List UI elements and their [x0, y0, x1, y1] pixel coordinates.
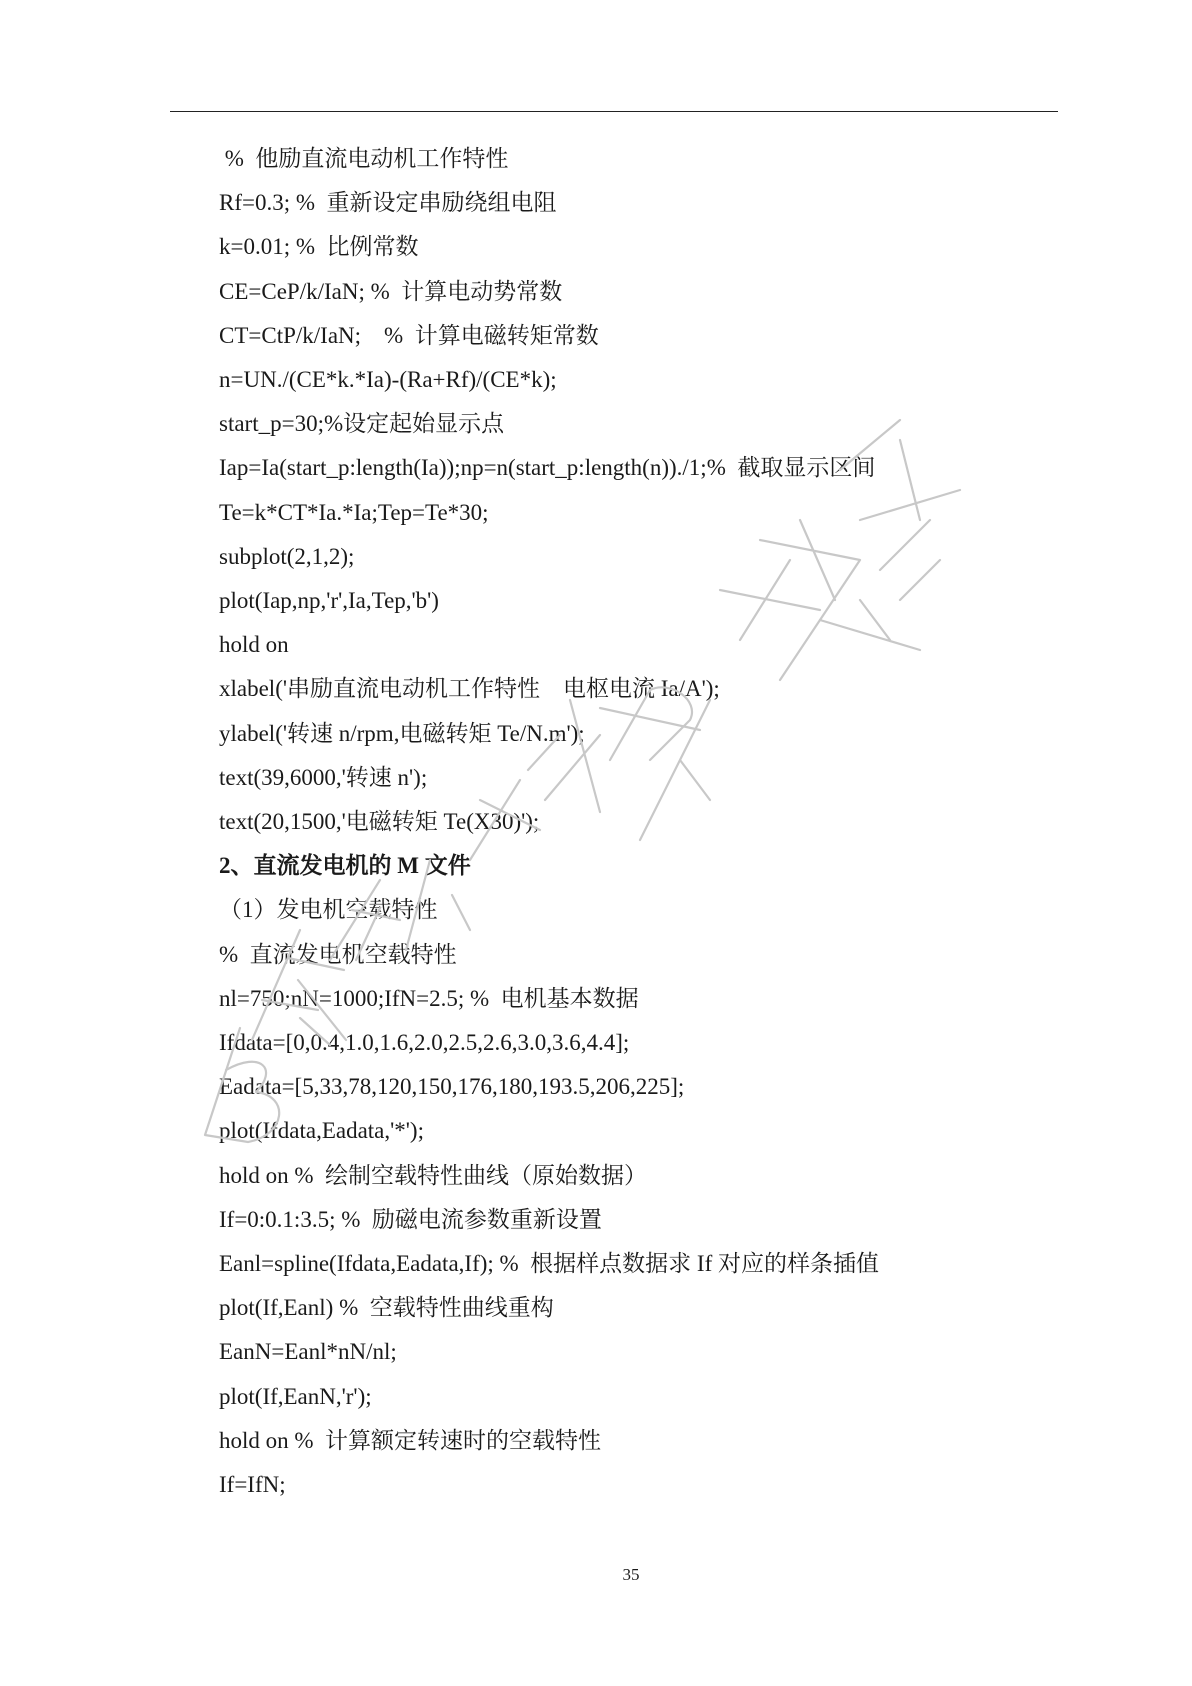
- code-line: Ifdata=[0,0.4,1.0,1.6,2.0,2.5,2.6,3.0,3.6,4.4];: [219, 1030, 630, 1055]
- watermark-glyph-dao: [600, 687, 710, 840]
- code-line: k=0.01; % 比例常数: [219, 234, 419, 260]
- code-line: text(20,1500,'电磁转矩 Te(X30)');: [219, 809, 540, 834]
- code-line: xlabel('串励直流电动机工作特性 电枢电流 Ia/A');: [219, 676, 720, 702]
- code-line: Eadata=[5,33,78,120,150,176,180,193.5,206,225];: [219, 1074, 685, 1100]
- code-line: Eanl=spline(Ifdata,Eadata,If); % 根据样点数据求 If 对应的样条插值: [219, 1251, 880, 1276]
- code-line: CT=CtP/k/IaN; % 计算电磁转矩常数: [219, 322, 599, 348]
- code-line: plot(Iap,np,'r',Ia,Tep,'b'): [219, 588, 439, 613]
- code-line: （1）发电机空载特性: [219, 897, 438, 923]
- watermark-glyph-lao: [720, 520, 890, 680]
- code-line: Iap=Ia(start_p:length(Ia));np=n(start_p:length(n))./1;% 截取显示区间: [219, 455, 876, 481]
- code-line: ylabel('转速 n/rpm,电磁转矩 Te/N.m');: [219, 720, 585, 746]
- code-line: % 他励直流电动机工作特性: [219, 146, 509, 171]
- code-line: If=0:0.1:3.5; % 励磁电流参数重新设置: [219, 1206, 602, 1232]
- header-rule: [170, 111, 1058, 112]
- code-line: Rf=0.3; % 重新设定串励绕组电阻: [219, 190, 557, 216]
- code-line: nl=750;nN=1000;IfN=2.5; % 电机基本数据: [219, 985, 639, 1011]
- code-line: subplot(2,1,2);: [219, 543, 355, 569]
- page-number: 35: [622, 1565, 640, 1584]
- code-line: CE=CeP/k/IaN; % 计算电动势常数: [219, 278, 563, 304]
- code-line: plot(If,Eanl) % 空载特性曲线重构: [219, 1295, 554, 1321]
- code-line: plot(If,EanN,'r');: [219, 1383, 372, 1409]
- code-line: hold on: [219, 632, 289, 658]
- code-line: % 直流发电机空载特性: [219, 941, 457, 967]
- section-heading: 2、直流发电机的 M 文件: [219, 853, 471, 879]
- code-line: hold on % 绘制空载特性曲线（原始数据）: [219, 1162, 648, 1188]
- code-line: text(39,6000,'转速 n');: [219, 764, 428, 790]
- code-line: If=IfN;: [219, 1472, 286, 1497]
- code-line: hold on % 计算额定转速时的空载特性: [219, 1427, 602, 1453]
- code-line: start_p=30;%设定起始显示点: [219, 411, 505, 437]
- code-line: EanN=Eanl*nN/nl;: [219, 1339, 397, 1365]
- code-line: n=UN./(CE*k.*Ia)-(Ra+Rf)/(CE*k);: [219, 367, 557, 392]
- code-line: Te=k*CT*Ia.*Ia;Tep=Te*30;: [219, 499, 489, 525]
- code-line: plot(Ifdata,Eadata,'*');: [219, 1118, 424, 1144]
